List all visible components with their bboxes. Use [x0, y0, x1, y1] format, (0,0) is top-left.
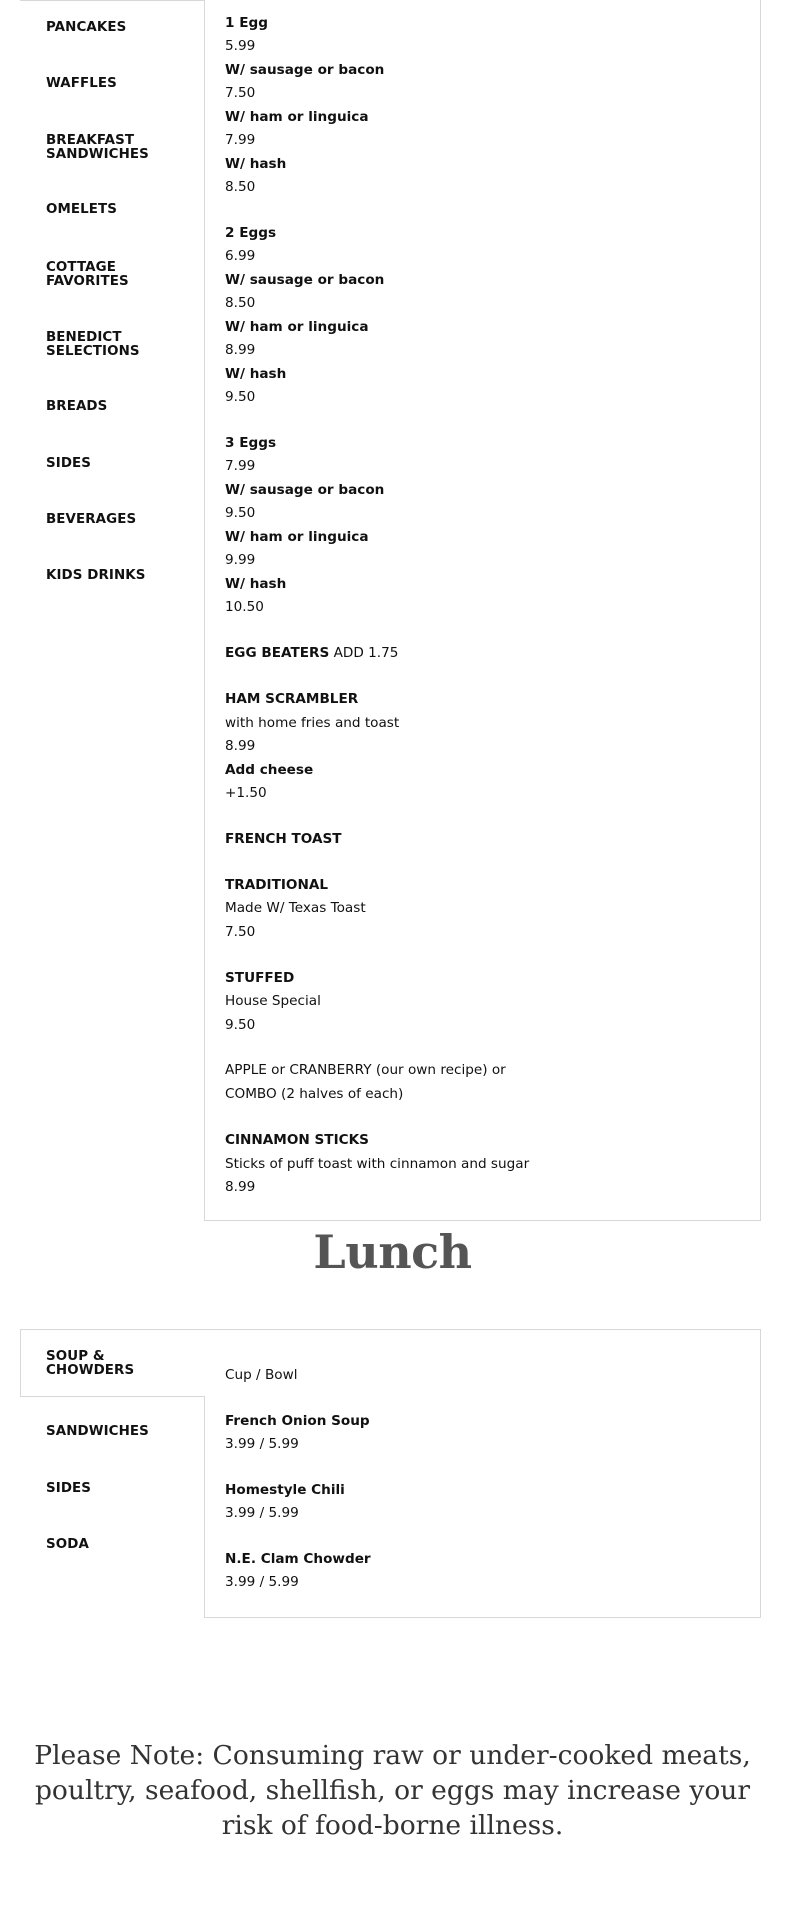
- menu-item-detail: 8.99: [225, 342, 256, 358]
- menu-item-detail: 9.50: [225, 505, 256, 521]
- nav-item-kids-drinks[interactable]: KIDS DRINKS: [46, 568, 146, 583]
- menu-item-name: HAM SCRAMBLER: [225, 691, 359, 707]
- nav-item-sides[interactable]: SIDES: [46, 456, 92, 471]
- menu-line: [225, 1504, 299, 1522]
- menu-line: [225, 434, 276, 452]
- menu-item-name: STUFFED: [225, 970, 295, 986]
- menu-line: [225, 271, 384, 289]
- menu-item-name: FRENCH TOAST: [225, 831, 342, 847]
- menu-line: [225, 1550, 371, 1568]
- menu-item-detail: Cup / Bowl: [225, 1367, 298, 1383]
- lunch-heading: Lunch: [313, 1225, 472, 1279]
- menu-line: [225, 1481, 345, 1499]
- menu-line: [225, 876, 328, 894]
- menu-line: [225, 481, 384, 499]
- menu-item-name: N.E. Clam Chowder: [225, 1551, 371, 1567]
- menu-line: [225, 1178, 255, 1196]
- menu-item-name: Homestyle Chili: [225, 1482, 345, 1498]
- menu-line: [225, 84, 255, 102]
- menu-line: [225, 737, 255, 755]
- menu-line: [225, 923, 255, 941]
- menu-line: [225, 131, 255, 149]
- menu-item-detail: 3.99 / 5.99: [225, 1574, 299, 1590]
- menu-line: [225, 1061, 506, 1079]
- menu-line: [225, 61, 384, 79]
- menu-item-detail: 7.99: [225, 132, 256, 148]
- menu-line: [225, 761, 313, 779]
- menu-line: [225, 1085, 403, 1103]
- menu-line: [225, 178, 255, 196]
- menu-line: [225, 1016, 255, 1034]
- menu-item-detail: 6.99: [225, 248, 256, 264]
- menu-line: [225, 318, 369, 336]
- menu-line: [225, 598, 264, 616]
- nav-item-soda[interactable]: SODA: [46, 1537, 89, 1552]
- menu-item-name: W/ ham or linguica: [225, 529, 369, 545]
- menu-item-name: W/ sausage or bacon: [225, 272, 385, 288]
- menu-item-detail: 9.50: [225, 1017, 256, 1033]
- menu-line: [225, 294, 255, 312]
- menu-line: [225, 690, 358, 708]
- menu-item-detail: 8.50: [225, 179, 256, 195]
- menu-item-detail: with home fries and toast: [225, 715, 400, 731]
- nav-item-beverages[interactable]: BEVERAGES: [46, 512, 137, 527]
- menu-item-name: EGG BEATERS: [225, 645, 330, 661]
- menu-item-detail: 9.50: [225, 389, 256, 405]
- menu-line: [225, 108, 369, 126]
- menu-item-detail: 7.50: [225, 924, 256, 940]
- menu-item-detail: +1.50: [225, 785, 267, 801]
- menu-line: [225, 1435, 299, 1453]
- menu-line: [225, 504, 255, 522]
- nav-item-pancakes[interactable]: PANCAKES: [46, 20, 127, 35]
- menu-line: [225, 969, 294, 987]
- menu-line: [225, 992, 321, 1010]
- menu-line: [225, 1573, 299, 1591]
- menu-line: [225, 575, 286, 593]
- menu-line: [225, 899, 366, 917]
- menu-item-name: CINNAMON STICKS: [225, 1132, 369, 1148]
- menu-line: [225, 551, 255, 569]
- menu-line: [225, 37, 255, 55]
- food-safety-note: Please Note: Consuming raw or under-cooked meats, poultry, seafood, shellfish, or eggs may increase your risk of food-borne illness.: [34, 1740, 751, 1841]
- menu-line: [225, 224, 276, 242]
- menu-line: [225, 341, 255, 359]
- menu-item-name: W/ sausage or bacon: [225, 62, 385, 78]
- menu-item-detail: Made W/ Texas Toast: [225, 900, 366, 916]
- menu-item-name: W/ hash: [225, 366, 287, 382]
- menu-item-name: 2 Eggs: [225, 225, 277, 241]
- nav-item-breads[interactable]: BREADS: [46, 399, 108, 414]
- menu-item-detail: Sticks of puff toast with cinnamon and sugar: [225, 1156, 530, 1172]
- menu-item-detail: 3.99 / 5.99: [225, 1436, 299, 1452]
- menu-item-name: W/ ham or linguica: [225, 109, 369, 125]
- menu-line: [225, 1131, 369, 1149]
- menu-item-detail: 7.50: [225, 85, 256, 101]
- menu-line: [225, 14, 268, 32]
- menu-line: [225, 528, 369, 546]
- menu-item-detail: 8.99: [225, 1179, 256, 1195]
- nav-item-omelets[interactable]: OMELETS: [46, 202, 118, 217]
- menu-item-name: W/ hash: [225, 156, 287, 172]
- menu-line: [225, 1155, 529, 1173]
- nav-item-cottage-favorites[interactable]: COTTAGE FAVORITES: [46, 260, 129, 289]
- menu-item-detail: APPLE or CRANBERRY (our own recipe) or: [225, 1062, 506, 1078]
- menu-item-detail: 7.99: [225, 458, 256, 474]
- menu-item-detail: 9.99: [225, 552, 256, 568]
- breakfast-active-tab-border: [20, 0, 205, 1]
- menu-item-name: Add cheese: [225, 762, 314, 778]
- menu-item-name: 1 Egg: [225, 15, 268, 31]
- menu-line: [225, 247, 255, 265]
- menu-line: [225, 1366, 298, 1384]
- menu-item-detail: 3.99 / 5.99: [225, 1505, 299, 1521]
- menu-item-detail: 5.99: [225, 38, 256, 54]
- menu-line: [225, 365, 286, 383]
- nav-item-waffles[interactable]: WAFFLES: [46, 76, 117, 91]
- nav-item-breakfast-sandwiches[interactable]: BREAKFAST SANDWICHES: [46, 133, 149, 162]
- menu-line: [225, 457, 255, 475]
- menu-item-name: 3 Eggs: [225, 435, 277, 451]
- menu-item-name: W/ ham or linguica: [225, 319, 369, 335]
- menu-item-name: W/ hash: [225, 576, 287, 592]
- menu-line: [225, 1412, 370, 1430]
- nav-item-benedict-selections[interactable]: BENEDICT SELECTIONS: [46, 330, 140, 359]
- nav-item-sandwiches[interactable]: SANDWICHES: [46, 1424, 149, 1439]
- menu-line: [225, 155, 286, 173]
- menu-item-name: TRADITIONAL: [225, 877, 329, 893]
- breakfast-menu-panel: [204, 0, 761, 1221]
- menu-item-detail: House Special: [225, 993, 321, 1009]
- menu-item-detail: COMBO (2 halves of each): [225, 1086, 404, 1102]
- menu-item-detail: 8.99: [225, 738, 256, 754]
- menu-line: [225, 784, 267, 802]
- menu-line: [225, 714, 399, 732]
- menu-line: [225, 388, 255, 406]
- nav-item-sides[interactable]: SIDES: [46, 1481, 92, 1496]
- menu-item-name: French Onion Soup: [225, 1413, 370, 1429]
- menu-line: [225, 644, 398, 662]
- menu-line: [225, 830, 342, 848]
- menu-item-price: ADD 1.75: [329, 645, 399, 661]
- menu-item-detail: 10.50: [225, 599, 264, 615]
- menu-item-name: W/ sausage or bacon: [225, 482, 385, 498]
- menu-item-detail: 8.50: [225, 295, 256, 311]
- nav-item-soup-and-chowders[interactable]: SOUP & CHOWDERS: [46, 1349, 135, 1378]
